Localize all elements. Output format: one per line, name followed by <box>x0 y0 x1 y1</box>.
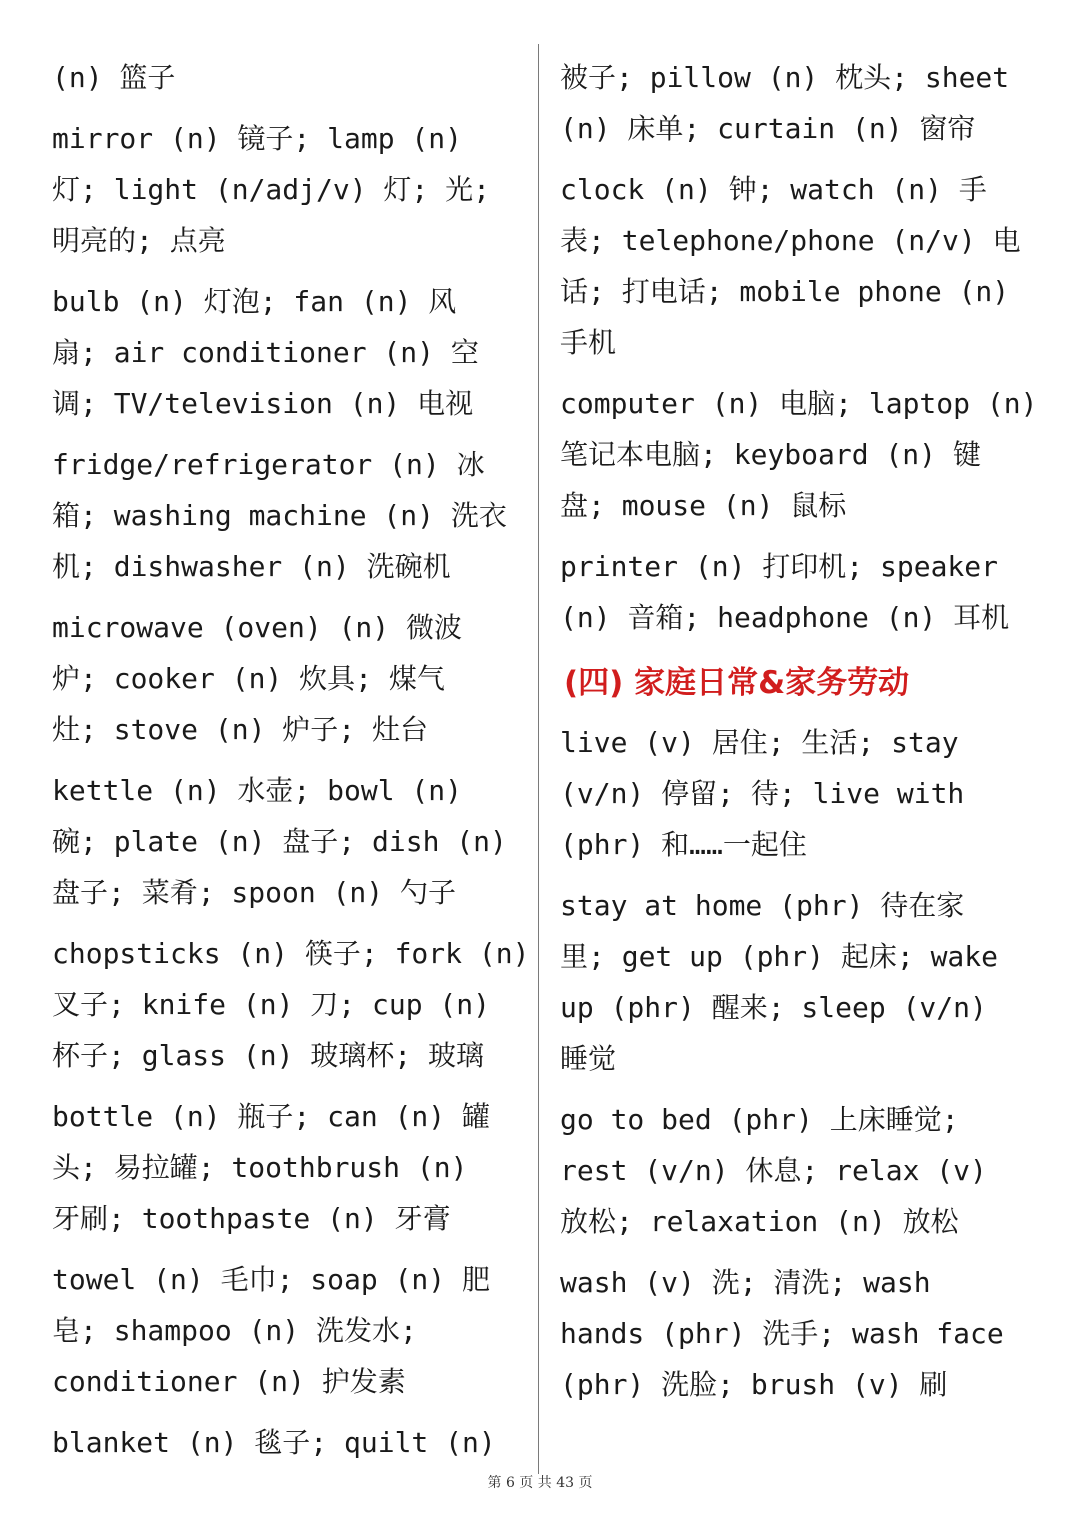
entry-line: fridge/refrigerator (n) 冰 <box>52 448 485 481</box>
entry-line: 笔记本电脑; keyboard (n) 键 <box>560 438 981 471</box>
vocab-entry <box>560 880 1060 1084</box>
entry-line: 话; 打电话; mobile phone (n) <box>560 275 1010 308</box>
entry-line: 调; TV/television (n) 电视 <box>52 387 474 420</box>
entry-line: 睡觉 <box>560 1042 617 1075</box>
vocab-entry <box>560 717 1060 870</box>
entry-line: 牙刷; toothpaste (n) 牙膏 <box>52 1202 451 1235</box>
vocab-entry <box>52 765 522 918</box>
entry-line: up (phr) 醒来; sleep (v/n) <box>560 991 987 1024</box>
entry-line: go to bed (phr) 上床睡觉; <box>560 1103 959 1136</box>
entry-line: (phr) 洗脸; brush (v) 刷 <box>560 1368 948 1401</box>
entry-line: conditioner (n) 护发素 <box>52 1365 406 1398</box>
page-footer: 第 6 页 共 43 页 <box>487 1475 593 1491</box>
vocab-entry <box>560 541 1060 643</box>
entry-line: wash (v) 洗; 清洗; wash <box>560 1266 931 1299</box>
entry-line: (n) 篮子 <box>52 61 176 94</box>
entry-line: 碗; plate (n) 盘子; dish (n) <box>52 825 507 858</box>
entry-line: 里; get up (phr) 起床; wake <box>560 940 999 973</box>
entry-line: towel (n) 毛巾; soap (n) 肥 <box>52 1263 491 1296</box>
entry-line: rest (v/n) 休息; relax (v) <box>560 1154 987 1187</box>
left-column <box>52 52 530 1478</box>
entry-line: 被子; pillow (n) 枕头; sheet <box>560 61 1010 94</box>
entry-line: 杯子; glass (n) 玻璃杯; 玻璃 <box>52 1039 485 1072</box>
entry-line: blanket (n) 毯子; quilt (n) <box>52 1426 496 1459</box>
entry-line: 皂; shampoo (n) 洗发水; <box>52 1314 417 1347</box>
entry-line: 扇; air conditioner (n) 空 <box>52 336 479 369</box>
entry-line: live (v) 居住; 生活; stay <box>560 726 959 759</box>
entry-line: 箱; washing machine (n) 洗衣 <box>52 499 507 532</box>
entry-line: 头; 易拉罐; toothbrush (n) <box>52 1151 468 1184</box>
vocab-entry <box>52 439 522 592</box>
entry-line: 叉子; knife (n) 刀; cup (n) <box>52 988 491 1021</box>
vocab-entry <box>560 1094 1060 1247</box>
vocab-entry <box>52 602 522 755</box>
entry-line: 灶; stove (n) 炉子; 灶台 <box>52 713 429 746</box>
entry-line: bottle (n) 瓶子; can (n) 罐 <box>52 1100 491 1133</box>
entry-line: 表; telephone/phone (n/v) 电 <box>560 224 1021 257</box>
entry-line: stay at home (phr) 待在家 <box>560 889 965 922</box>
section-heading: (四) 家庭日常&家务劳动 <box>564 665 910 701</box>
entry-line: (n) 音箱; headphone (n) 耳机 <box>560 601 1010 634</box>
entry-line: (n) 床单; curtain (n) 窗帘 <box>560 112 976 145</box>
vocab-entry <box>52 113 522 266</box>
entry-line: 炉; cooker (n) 炊具; 煤气 <box>52 662 445 695</box>
vocab-entry <box>52 276 522 429</box>
vocab-entry <box>560 1257 1060 1410</box>
entry-line: bulb (n) 灯泡; fan (n) 风 <box>52 285 457 318</box>
entry-line: 灯; light (n/adj/v) 灯; 光; <box>52 173 491 206</box>
entry-line: microwave (oven) (n) 微波 <box>52 611 463 644</box>
vocab-entry <box>560 378 1060 531</box>
entry-line: 机; dishwasher (n) 洗碗机 <box>52 550 451 583</box>
entry-line: 放松; relaxation (n) 放松 <box>560 1205 959 1238</box>
vocab-entry <box>52 1417 522 1468</box>
vocab-entry <box>52 1091 522 1244</box>
entry-line: (v/n) 停留; 待; live with <box>560 777 965 810</box>
entry-line: kettle (n) 水壶; bowl (n) <box>52 774 463 807</box>
entry-line: (phr) 和……一起住 <box>560 828 807 861</box>
entry-line: 盘; mouse (n) 鼠标 <box>560 489 847 522</box>
right-column <box>560 52 1060 1420</box>
entry-line: printer (n) 打印机; speaker <box>560 550 999 583</box>
column-divider <box>538 44 539 1474</box>
entry-line: hands (phr) 洗手; wash face <box>560 1317 1004 1350</box>
vocab-entry <box>52 52 522 103</box>
vocab-entry <box>52 928 530 1081</box>
vocab-entry <box>52 1254 522 1407</box>
vocab-entry <box>560 164 1060 368</box>
entry-line: 盘子; 菜肴; spoon (n) 勺子 <box>52 876 457 909</box>
entry-line: clock (n) 钟; watch (n) 手 <box>560 173 987 206</box>
entry-line: 明亮的; 点亮 <box>52 224 226 257</box>
entry-line: chopsticks (n) 筷子; fork (n) <box>52 937 530 970</box>
entry-line: computer (n) 电脑; laptop (n) <box>560 387 1038 420</box>
entry-line: 手机 <box>560 326 617 359</box>
vocab-entry <box>560 52 1060 154</box>
entry-line: mirror (n) 镜子; lamp (n) <box>52 122 463 155</box>
